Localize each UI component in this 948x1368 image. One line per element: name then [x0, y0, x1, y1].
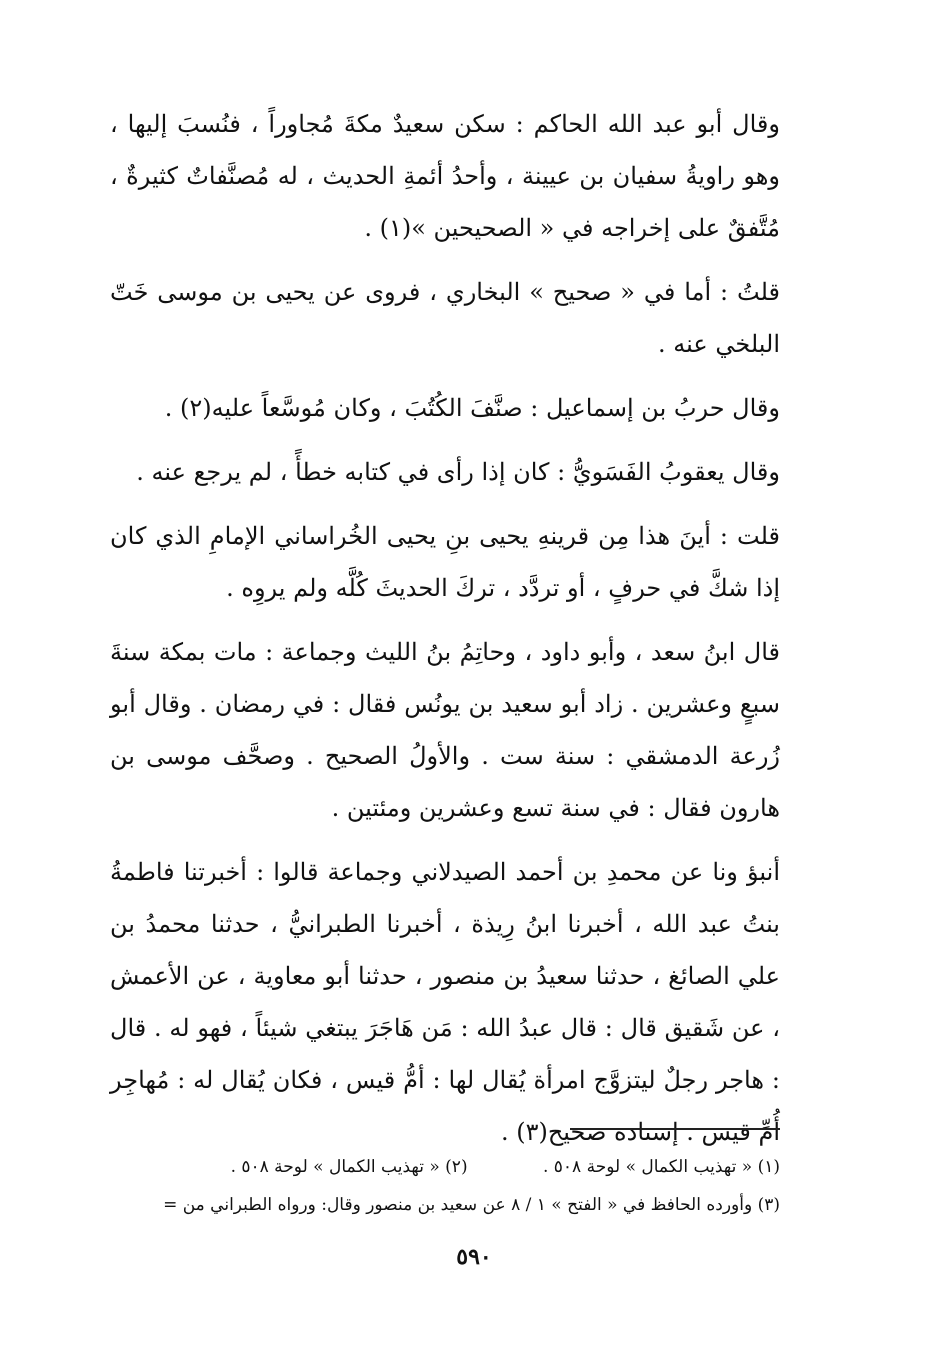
- footnote-3: (٣) وأورده الحافظ في « الفتح » ١ / ٨ عن سعيد بن منصور وقال: ورواه الطبراني من =: [163, 1195, 780, 1215]
- paragraph-death: قال ابنُ سعد ، وأبو داود ، وحاتِمُ بنُ الليث وجماعة : مات بمكة سنةَ سبعٍ وعشرين . زاد أبو سعيد بن يونُس فقال : في رمضان . وقال أبو زُرعة الدمشقي : سنة ست . والأولُ الصحيح . وصحَّف موسى بن هارون فقال : في سنة تسع وعشرين ومئتين .: [110, 638, 780, 822]
- footnote-row: [110, 1148, 780, 1186]
- paragraph-hakim: وقال أبو عبد الله الحاكم : سكن سعيدٌ مكةَ مُجاوراً ، فنُسبَ إليها ، وهو راويةُ سفيان بن عيينة ، وأحدُ أئمةِ الحديث ، له مُصنَّفاتٌ كثيرةٌ ، مُتَّفقٌ على إخراجه في « الصحيحين »(١) .: [110, 110, 780, 242]
- paragraph-yahya: قلت : أينَ هذا مِن قرينهِ يحيى بنِ يحيى الخُراساني الإمامِ الذي كان إذا شكَّ في حرفٍ ، أو تردَّد ، تركَ الحديثَ كُلَّه ولم يروِه .: [110, 522, 780, 602]
- footnote-2: (٢) « تهذيب الكمال » لوحة ٥٠٨ .: [230, 1157, 468, 1177]
- paragraph-hadith: أنبؤ ونا عن محمدِ بن أحمد الصيدلاني وجماعة قالوا : أخبرتنا فاطمةُ بنتُ عبد الله ، أخبرنا ابنُ رِيذة ، أخبرنا الطبرانيُّ ، حدثنا محمدُ بن علي الصائغ ، حدثنا سعيدُ بن منصور ، حدثنا أبو معاوية ، عن الأعمش ، عن شَقيق قال : قال عبدُ الله : مَن هَاجَرَ يبتغي شيئاً ، فهو له . قال : هاجر رجلٌ ليتزوَّج امرأة يُقال لها : أمُّ قيس ، فكان يُقال له : مُهاجِر أُمِّ قيس . إسناده صحيح(٣) .: [110, 858, 780, 1146]
- paragraph-bukhari: قلتُ : أما في « صحيح » البخاري ، فروى عن يحيى بن موسى خَتّ البلخي عنه .: [110, 278, 781, 358]
- paragraph-harb: وقال حربُ بن إسماعيل : صنَّفَ الكُتُبَ ، وكان مُوسَّعاً عليه(٢) .: [164, 394, 780, 422]
- footnotes: [110, 1148, 780, 1224]
- footnote-1: (١) « تهذيب الكمال » لوحة ٥٠٨ .: [542, 1157, 780, 1177]
- paragraph-fasawi: وقال يعقوبُ الفَسَويُّ : كان إذا رأى في كتابه خطأً ، لم يرجع عنه .: [136, 458, 780, 486]
- footnote-divider: [570, 1128, 780, 1130]
- page-number: ٥٩٠: [456, 1244, 492, 1270]
- main-text: [110, 98, 780, 1170]
